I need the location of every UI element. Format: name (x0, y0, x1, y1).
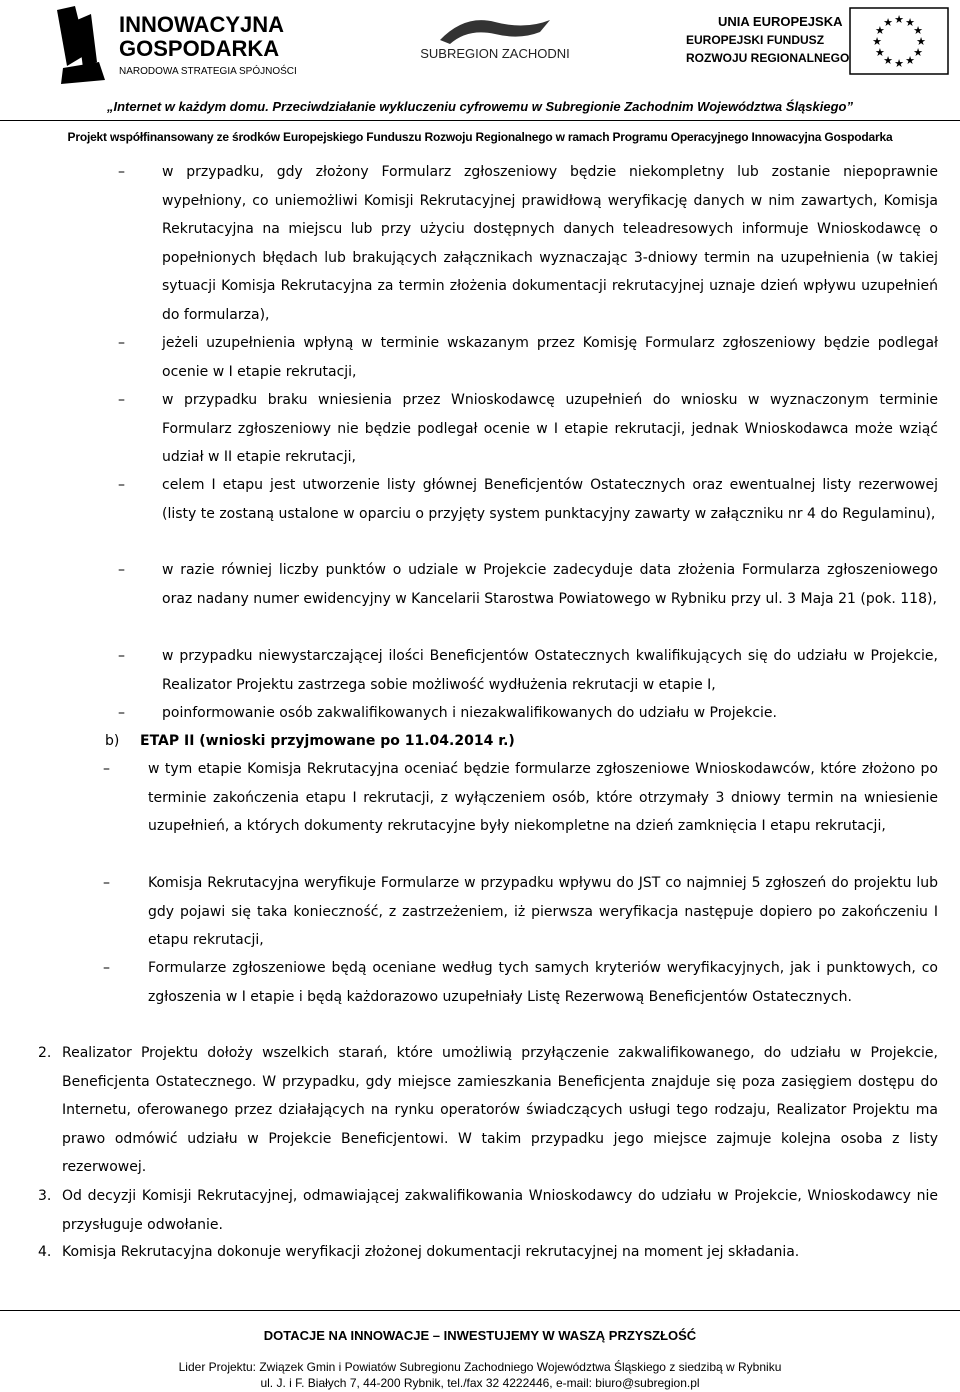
svg-text:★: ★ (894, 13, 904, 26)
bullet-dash: – (103, 875, 110, 891)
bullet-dash: – (118, 335, 125, 351)
svg-text:EUROPEJSKI FUNDUSZ: EUROPEJSKI FUNDUSZ (686, 33, 825, 47)
svg-text:GOSPODARKA: GOSPODARKA (119, 36, 280, 61)
bullet-dash: – (118, 562, 125, 578)
svg-text:★: ★ (913, 24, 924, 37)
footer-divider (0, 1310, 960, 1311)
bullet-dash: – (118, 164, 125, 180)
list-item: w przypadku braku wniesienia przez Wnioskodawcę uzupełnień do wniosku w wyznaczonym terminie Formularz zgłoszeniowy nie będzie podlegał ocenie w I etapie rekrutacji, jednak Wnioskodawca może wziąć udział w II etapie rekrutacji, (162, 392, 938, 465)
svg-text:★: ★ (883, 54, 893, 68)
cofinancing-note: Projekt współfinansowany ze środków Europejskiego Funduszu Rozwoju Regionalnego w ramach Programu Operacyjnego Innowacyjna Gospodarka (67, 130, 893, 144)
svg-text:INNOWACYJNA: INNOWACYJNA (119, 12, 285, 37)
svg-text:NARODOWA STRATEGIA SPÓJNOŚCI: NARODOWA STRATEGIA SPÓJNOŚCI (119, 66, 297, 77)
numbered-paragraph: Od decyzji Komisji Rekrutacyjnej, odmawiającej zakwalifikowania Wnioskodawcy do udziału w Projekcie, Wnioskodawcy nie przysługuje odwołanie. (62, 1188, 938, 1233)
list-item: poinformowanie osób zakwalifikowanych i niezakwalifikowanych do udziału w Projekcie. (162, 705, 777, 721)
svg-text:★: ★ (905, 54, 915, 68)
svg-text:SUBREGION ZACHODNI: SUBREGION ZACHODNI (420, 46, 570, 61)
section-label: b) (105, 733, 120, 749)
section-title: ETAP II (wnioski przyjmowane po 11.04.2014 r.) (140, 733, 515, 749)
paragraph-number: 4. (38, 1244, 52, 1260)
bullet-dash: – (118, 477, 125, 493)
list-item: w przypadku niewystarczającej ilości Beneficjentów Ostatecznych kwalifikujących się do udziału w Projekcie, Realizator Projektu zastrzega sobie możliwość wydłużenia rekrutacji w etapie I, (162, 648, 938, 693)
svg-text:★: ★ (905, 15, 915, 29)
list-item: celem I etapu jest utworzenie listy głównej Beneficjentów Ostatecznych oraz ewentualnej listy rezerwowej (listy te zostaną ustalone w oparciu o przyjęty system punktacyjny zawarty w załączniku nr 4 do Regulaminu), (162, 477, 938, 522)
bullet-dash: – (103, 761, 110, 777)
numbered-paragraph: Komisja Rekrutacyjna dokonuje weryfikacji złożonej dokumentacji rekrutacyjnej na moment jej składania. (62, 1244, 800, 1260)
footer-address: ul. J. i F. Białych 7, 44-200 Rybnik, tel./fax 32 4222446, e-mail: biuro@subregion.pl (260, 1376, 700, 1390)
svg-text:★: ★ (874, 24, 885, 37)
paragraph-number: 3. (38, 1188, 52, 1204)
svg-text:UNIA EUROPEJSKA: UNIA EUROPEJSKA (718, 14, 843, 29)
list-item: Formularze zgłoszeniowe będą oceniane według tych samych kryteriów weryfikacyjnych, jak i punktowych, co zgłoszenia w I etapie i będą każdorazowo uzupełniały Listę Rezerwową Beneficjentów Ostatecznych. (148, 960, 938, 1005)
svg-text:★: ★ (916, 35, 926, 48)
subregion-zachodni-logo (410, 10, 580, 70)
numbered-paragraph: Realizator Projektu dołoży wszelkich starań, które umożliwią przyłączenie zakwalifikowanego, do udziału w Projekcie, Beneficjenta Ostatecznego. W przypadku, gdy miejsce zamieszkania Beneficjenta znajduje się poza zasięgiem dostępu do Internetu, oferowanego przez działających na rynku operatorów świadczących usługi tego rodzaju, Realizator Projektu ma prawo odmówić udziału w Projekcie Beneficjentowi. W takim przypadku jego miejsce zajmuje kolejna osoba z listy rezerwowej. (62, 1045, 938, 1175)
svg-text:★: ★ (913, 46, 924, 59)
bullet-dash: – (118, 392, 125, 408)
bullet-dash: – (118, 705, 125, 721)
bullet-dash: – (103, 960, 110, 976)
list-item: w razie równiej liczby punktów o udziale w Projekcie zadecyduje data złożenia Formularza zgłoszeniowego oraz nadany numer ewidencyjny w Kancelarii Starostwa Powiatowego w Rybniku przy ul. 3 Maja 21 (pok. 118), (162, 562, 938, 607)
page-header (0, 0, 960, 150)
svg-text:★: ★ (872, 35, 882, 48)
project-title: „Internet w każdym domu. Przeciwdziałanie wykluczeniu cyfrowemu w Subregionie Zachodnim Województwa Śląskiego” (107, 99, 853, 114)
svg-text:ROZWOJU REGIONALNEGO: ROZWOJU REGIONALNEGO (686, 51, 850, 65)
svg-text:★: ★ (894, 57, 904, 70)
footer-leader: Lider Projektu: Związek Gmin i Powiatów Subregionu Zachodniego Województwa Śląskiego z siedzibą w Rybniku (178, 1360, 782, 1374)
footer-slogan: DOTACJE NA INNOWACJE – INWESTUJEMY W WASZĄ PRZYSZŁOŚĆ (263, 1328, 697, 1343)
svg-text:★: ★ (874, 46, 885, 59)
list-item: jeżeli uzupełnienia wpłyną w terminie wskazanym przez Komisję Formularz zgłoszeniowy będzie podlegał ocenie w I etapie rekrutacji, (162, 335, 938, 380)
header-divider (0, 120, 960, 121)
list-item: Komisja Rekrutacyjna weryfikuje Formularze w przypadku wpływu do JST co najmniej 5 zgłoszeń do projektu lub gdy pojawi się taka konieczność, z zastrzeżeniem, iż pierwsza weryfikacja następuje dopiero po zakończeniu I etapu rekrutacji, (148, 875, 938, 948)
list-item: w przypadku, gdy złożony Formularz zgłoszeniowy będzie niekompletny lub zostanie niepoprawnie wypełniony, co uniemożliwi Komisji Rekrutacyjnej prawidłową weryfikację danych w nim zawartych, Komisja Rekrutacyjna na miejscu lub przy użyciu dostępnych danych teleadresowych informuje Wnioskodawcę o popełnionych błędach lub brakujących załącznikach wyznaczając 3-dniowy termin na uzupełnienia (w takiej sytuacji Komisja Rekrutacyjna za termin złożenia dokumentacji rekrutacyjnej uznaje dzień wpływu uzupełnień do formularza), (162, 164, 938, 323)
svg-text:★: ★ (883, 15, 893, 29)
paragraph-number: 2. (38, 1045, 52, 1061)
unia-europejska-logo (682, 6, 952, 78)
list-item: w tym etapie Komisja Rekrutacyjna oceniać będzie formularze zgłoszeniowe Wnioskodawców, które złożono po terminie zakończenia etapu I rekrutacji, z wyłączeniem osób, które otrzymały 3 dniowy termin na wniesienie uzupełnień, a których dokumenty rekrutacyjne były niekompletne na dzień zamknięcia I etapu rekrutacji, (148, 761, 938, 834)
bullet-dash: – (118, 648, 125, 664)
innowacyjna-gospodarka-logo (57, 6, 317, 84)
